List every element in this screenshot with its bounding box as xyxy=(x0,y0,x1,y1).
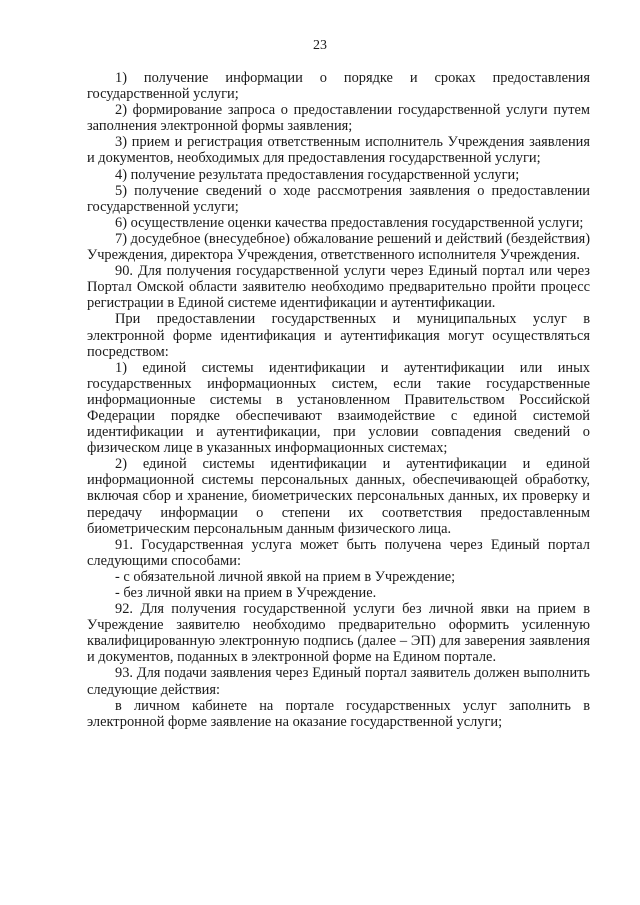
list-item-2: 2) формирование запроса о предоставлении государственной услуги путем заполнения электронной формы заявления; xyxy=(87,102,590,135)
list-item-7: 7) досудебное (внесудебное) обжалование решений и действий (бездействия) Учреждения, директора Учреждения, ответственного исполнителя Учреждения. xyxy=(87,230,590,264)
clause-90-intro: При предоставлении государственных и муниципальных услуг в электронной форме идентификация и аутентификация могут осуществляться посредством: xyxy=(87,311,590,360)
clause-91-option-1: - с обязательной личной явкой на прием в Учреждение; xyxy=(115,568,456,585)
clause-91-option-2: - без личной явки на прием в Учреждение. xyxy=(115,585,377,601)
page-number: 23 xyxy=(313,38,327,53)
clause-92: 92. Для получения государственной услуги без личной явки на прием в Учреждение заявителю необходимо предварительно оформить усиленную квалифицированную электронную подпись (далее – ЭП) для заверения заявления и документов, поданных в электронной форме на Едином портале. xyxy=(87,601,590,666)
clause-90: 90. Для получения государственной услуги через Единый портал или через Портал Омской области заявителю необходимо предварительно пройти процесс регистрации в Единой системе идентификации и аутентификации. xyxy=(87,263,590,312)
clause-93-action-1: в личном кабинете на портале государственных услуг заполнить в электронной форме заявление на оказание государственной услуги; xyxy=(87,697,590,730)
list-item-1: 1) получение информации о порядке и сроках предоставления государственной услуги; xyxy=(87,70,590,103)
clause-93: 93. Для подачи заявления через Единый портал заявитель должен выполнить следующие действия: xyxy=(87,665,590,698)
clause-91: 91. Государственная услуга может быть получена через Единый портал следующими способами: xyxy=(87,536,590,569)
list-item-3: 3) прием и регистрация ответственным исполнитель Учреждения заявления и документов, необходимых для предоставления государственной услуги; xyxy=(87,134,590,167)
list-item-5: 5) получение сведений о ходе рассмотрения заявления о предоставлении государственной услуги; xyxy=(87,182,590,215)
clause-90-item-1: 1) единой системы идентификации и аутентификации или иных государственных информационных систем, если такие государственные информационные системы в установленном Правительством Российской Федерации порядке обеспечивают взаимодействие с единой системой идентификации и аутентификации, при условии совпадения сведений о физическом лице в указанных информационных системах; xyxy=(87,359,590,457)
clause-90-item-2: 2) единой системы идентификации и аутентификации и единой информационной системы персональных данных, обеспечивающей обработку, включая сбор и хранение, биометрических персональных данных, их проверку и передачу информации о степени их соответствия предоставленным биометрическим персональным данным физического лица. xyxy=(87,456,590,537)
list-item-6: 6) осуществление оценки качества предоставления государственной услуги; xyxy=(115,214,584,231)
document-body xyxy=(87,70,590,730)
list-item-4: 4) получение результата предоставления государственной услуги; xyxy=(115,166,520,183)
